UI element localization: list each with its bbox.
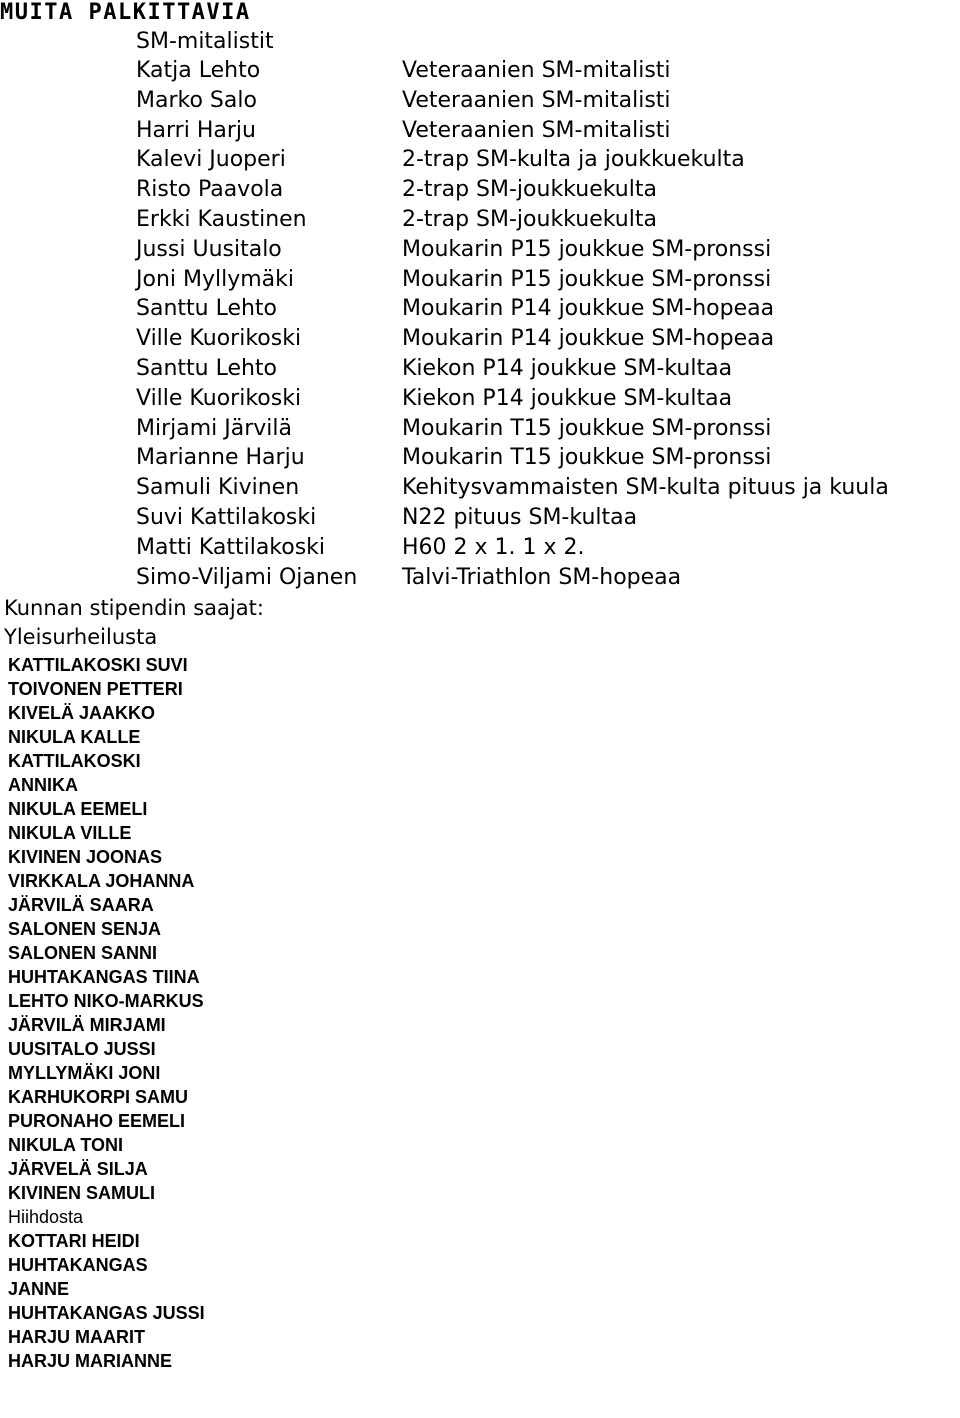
medalist-row — [136, 296, 960, 326]
medalist-award: Talvi-Triathlon SM-hopeaa — [402, 564, 682, 590]
medalist-name: Harri Harju — [136, 117, 256, 143]
medalist-award: 2-trap SM-kulta ja joukkuekulta — [402, 147, 745, 173]
scholarship-recipient: JÄRVILÄ SAARA — [8, 895, 154, 915]
scholarship-recipient: KATTILAKOSKI — [8, 751, 141, 771]
scholarship-recipient: KIVINEN SAMULI — [8, 1183, 156, 1203]
medalist-name: Joni Myllymäki — [136, 266, 295, 292]
scholarship-recipient: PURONAHO EEMELI — [8, 1111, 186, 1131]
medalists-heading: SM-mitalistit — [136, 29, 274, 54]
scholarship-recipient: NIKULA VILLE — [8, 823, 132, 843]
medalist-award: 2-trap SM-joukkuekulta — [402, 206, 657, 232]
medalist-row — [136, 416, 960, 446]
scholarship-recipient: NIKULA EEMELI — [8, 799, 148, 819]
scholarship-recipient: KIVINEN JOONAS — [8, 847, 163, 867]
medalist-name: Risto Paavola — [136, 177, 284, 203]
medalist-award: Moukarin P15 joukkue SM-pronssi — [402, 266, 772, 292]
scholarship-category: Yleisurheilusta — [4, 625, 158, 649]
medalist-award: H60 2 x 1. 1 x 2. — [402, 534, 585, 560]
medalist-row — [136, 445, 960, 475]
scholarship-recipient: JÄRVELÄ SILJA — [8, 1159, 148, 1179]
scholarship-recipient: NIKULA TONI — [8, 1135, 123, 1155]
scholarship-recipient: KARHUKORPI SAMU — [8, 1087, 188, 1107]
medalist-award: Moukarin P14 joukkue SM-hopeaa — [402, 296, 775, 322]
medalist-name: Katja Lehto — [136, 58, 261, 83]
medalist-row — [136, 326, 960, 356]
medalist-name: Samuli Kivinen — [136, 475, 300, 501]
medalist-award: Veteraanien SM-mitalisti — [402, 87, 671, 113]
medalist-row — [136, 177, 960, 207]
medalist-name: Ville Kuorikoski — [136, 326, 302, 352]
scholarship-recipient: HUHTAKANGAS TIINA — [8, 967, 200, 987]
scholarship-recipient: JÄRVILÄ MIRJAMI — [8, 1015, 166, 1035]
medalist-name: Erkki Kaustinen — [136, 206, 307, 232]
scholarship-recipient: VIRKKALA JOHANNA — [8, 871, 195, 891]
medalist-award: Kiekon P14 joukkue SM-kultaa — [402, 385, 733, 411]
medalist-row — [136, 147, 960, 177]
medalist-row — [136, 535, 960, 565]
medalist-name: Simo-Viljami Ojanen — [136, 564, 358, 590]
medalist-award: N22 pituus SM-kultaa — [402, 504, 638, 530]
medalist-row — [136, 565, 960, 595]
medalist-award: 2-trap SM-joukkuekulta — [402, 177, 657, 203]
medalist-row — [136, 505, 960, 535]
scholarship-recipient: TOIVONEN PETTERI — [8, 679, 183, 699]
medalist-row — [136, 58, 960, 88]
scholarship-list — [8, 653, 308, 1373]
scholarship-recipient: KIVELÄ JAAKKO — [8, 703, 156, 723]
medalist-name: Santtu Lehto — [136, 296, 278, 322]
scholarship-recipient: KATTILAKOSKI SUVI — [8, 655, 188, 675]
scholarship-recipient: NIKULA KALLE — [8, 727, 141, 747]
medalists-list — [136, 58, 960, 594]
scholarship-recipient: MYLLYMÄKI JONI — [8, 1063, 161, 1083]
scholarship-recipient: HARJU MAARIT — [8, 1327, 145, 1347]
medalist-row — [136, 356, 960, 386]
scholarship-recipient: HARJU MARIANNE — [8, 1351, 173, 1371]
medalist-name: Jussi Uusitalo — [136, 236, 282, 262]
medalist-award: Veteraanien SM-mitalisti — [402, 58, 671, 83]
medalist-row — [136, 207, 960, 237]
medalist-name: Santtu Lehto — [136, 355, 278, 381]
document-title: MUITA PALKITTAVIA — [0, 0, 251, 25]
scholarship-heading: Kunnan stipendin saajat: — [4, 596, 264, 620]
medalist-row — [136, 386, 960, 416]
scholarship-recipient: JANNE — [8, 1279, 70, 1299]
scholarship-recipient: UUSITALO JUSSI — [8, 1039, 156, 1059]
medalist-award: Veteraanien SM-mitalisti — [402, 117, 671, 143]
medalist-name: Suvi Kattilakoski — [136, 504, 317, 530]
medalist-row — [136, 267, 960, 297]
medalist-row — [136, 237, 960, 267]
medalist-row — [136, 118, 960, 148]
scholarship-recipient: ANNIKA — [8, 775, 78, 795]
medalist-name: Ville Kuorikoski — [136, 385, 302, 411]
medalist-name: Kalevi Juoperi — [136, 147, 286, 173]
medalist-award: Moukarin P14 joukkue SM-hopeaa — [402, 326, 775, 352]
medalist-award: Moukarin P15 joukkue SM-pronssi — [402, 236, 772, 262]
scholarship-recipient: KOTTARI HEIDI — [8, 1231, 140, 1251]
medalist-award: Kiekon P14 joukkue SM-kultaa — [402, 355, 733, 381]
medalist-row — [136, 88, 960, 118]
scholarship-recipient: HUHTAKANGAS — [8, 1255, 148, 1275]
scholarship-recipient: SALONEN SENJA — [8, 919, 162, 939]
medalist-award: Kehitysvammaisten SM-kulta pituus ja kuula — [402, 475, 889, 501]
scholarship-recipient: SALONEN SANNI — [8, 943, 158, 963]
scholarship-subcategory: Hiihdosta — [8, 1207, 84, 1227]
medalist-award: Moukarin T15 joukkue SM-pronssi — [402, 415, 772, 441]
medalist-award: Moukarin T15 joukkue SM-pronssi — [402, 445, 772, 471]
medalist-row — [136, 475, 960, 505]
scholarship-recipient: LEHTO NIKO-MARKUS — [8, 991, 204, 1011]
scholarship-recipient: HUHTAKANGAS JUSSI — [8, 1303, 205, 1323]
medalist-name: Marko Salo — [136, 87, 257, 113]
medalist-name: Marianne Harju — [136, 445, 305, 471]
medalist-name: Mirjami Järvilä — [136, 415, 293, 441]
medalist-name: Matti Kattilakoski — [136, 534, 326, 560]
